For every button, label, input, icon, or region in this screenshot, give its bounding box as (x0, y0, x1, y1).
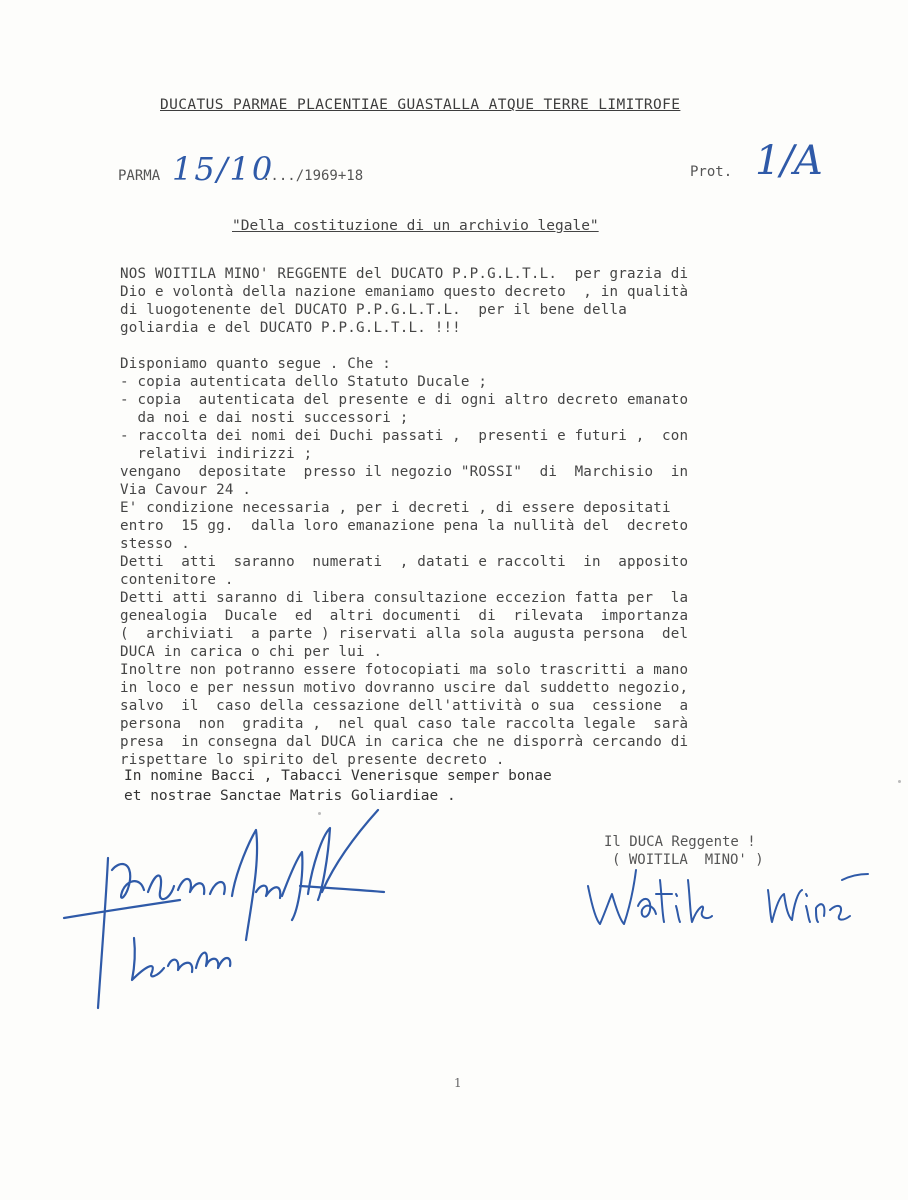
body-line: da noi e dai nosti successori ; (120, 410, 409, 426)
body-line: Dio e volontà della nazione emaniamo questo decreto , in qualità (120, 284, 689, 300)
body-line: salvo il caso della cessazione dell'attività o sua cessione a (120, 698, 689, 714)
decree-subject: "Della costituzione di un archivio legale" (232, 218, 599, 234)
body-line: entro 15 gg. dalla loro emanazione pena la nullità del decreto (120, 518, 689, 534)
body-line: - copia autenticata dello Statuto Ducale ; (120, 374, 488, 390)
date-year: ..../1969+18 (262, 168, 364, 184)
closing-line: et nostrae Sanctae Matris Goliardiae . (124, 788, 456, 804)
body-line: Detti atti saranno numerati , datati e raccolti in apposito (120, 554, 689, 570)
handwritten-protocol-number: 1/A (755, 138, 823, 184)
handwritten-date: 15/10 (172, 150, 275, 188)
body-line: rispettare lo spirito del presente decreto . (120, 752, 505, 768)
body-line: contenitore . (120, 572, 234, 588)
body-line: DUCA in carica o chi per lui . (120, 644, 383, 660)
left-signature-image (60, 800, 400, 1030)
body-line: Inoltre non potranno essere fotocopiati ma solo trascritti a mano (120, 662, 689, 678)
page-number: 1 (454, 1076, 462, 1090)
body-line: persona non gradita , nel qual caso tale raccolta legale sarà (120, 716, 689, 732)
paper-speck (898, 780, 901, 783)
signer-title: Il DUCA Reggente ! (604, 834, 756, 850)
body-line: Disponiamo quanto segue . Che : (120, 356, 391, 372)
paper-speck (318, 812, 321, 815)
body-line: - copia autenticata del presente e di ogni altro decreto emanato (120, 392, 689, 408)
body-line: goliardia e del DUCATO P.P.G.L.T.L. !!! (120, 320, 461, 336)
signer-name: ( WOITILA MINO' ) (612, 852, 764, 868)
body-line: Via Cavour 24 . (120, 482, 252, 498)
body-line: NOS WOITILA MINO' REGGENTE del DUCATO P.P.G.L.T.L. per grazia di (120, 266, 689, 282)
body-line: presa in consegna dal DUCA in carica che ne disporrà cercando di (120, 734, 689, 750)
body-line: stesso . (120, 536, 190, 552)
body-line: genealogia Ducale ed altri documenti di rilevata importanza (120, 608, 689, 624)
body-line: di luogotenente del DUCATO P.P.G.L.T.L. per il bene della (120, 302, 628, 318)
closing-line: In nomine Bacci , Tabacci Venerisque semper bonae (124, 768, 552, 784)
protocol-label: Prot. (690, 164, 733, 180)
body-line: Detti atti saranno di libera consultazione eccezion fatta per la (120, 590, 689, 606)
body-line: relativi indirizzi ; (120, 446, 313, 462)
place-label: PARMA (118, 168, 161, 184)
right-signature-image (580, 850, 890, 940)
body-line: - raccolta dei nomi dei Duchi passati , presenti e futuri , con (120, 428, 689, 444)
body-line: in loco e per nessun motivo dovranno uscire dal suddetto negozio, (120, 680, 689, 696)
body-line: vengano depositate presso il negozio "ROSSI" di Marchisio in (120, 464, 689, 480)
body-line: ( archiviati a parte ) riservati alla sola augusta persona del (120, 626, 689, 642)
body-line: E' condizione necessaria , per i decreti , di essere depositati (120, 500, 671, 516)
document-heading: DUCATUS PARMAE PLACENTIAE GUASTALLA ATQUE TERRE LIMITROFE (160, 97, 681, 113)
